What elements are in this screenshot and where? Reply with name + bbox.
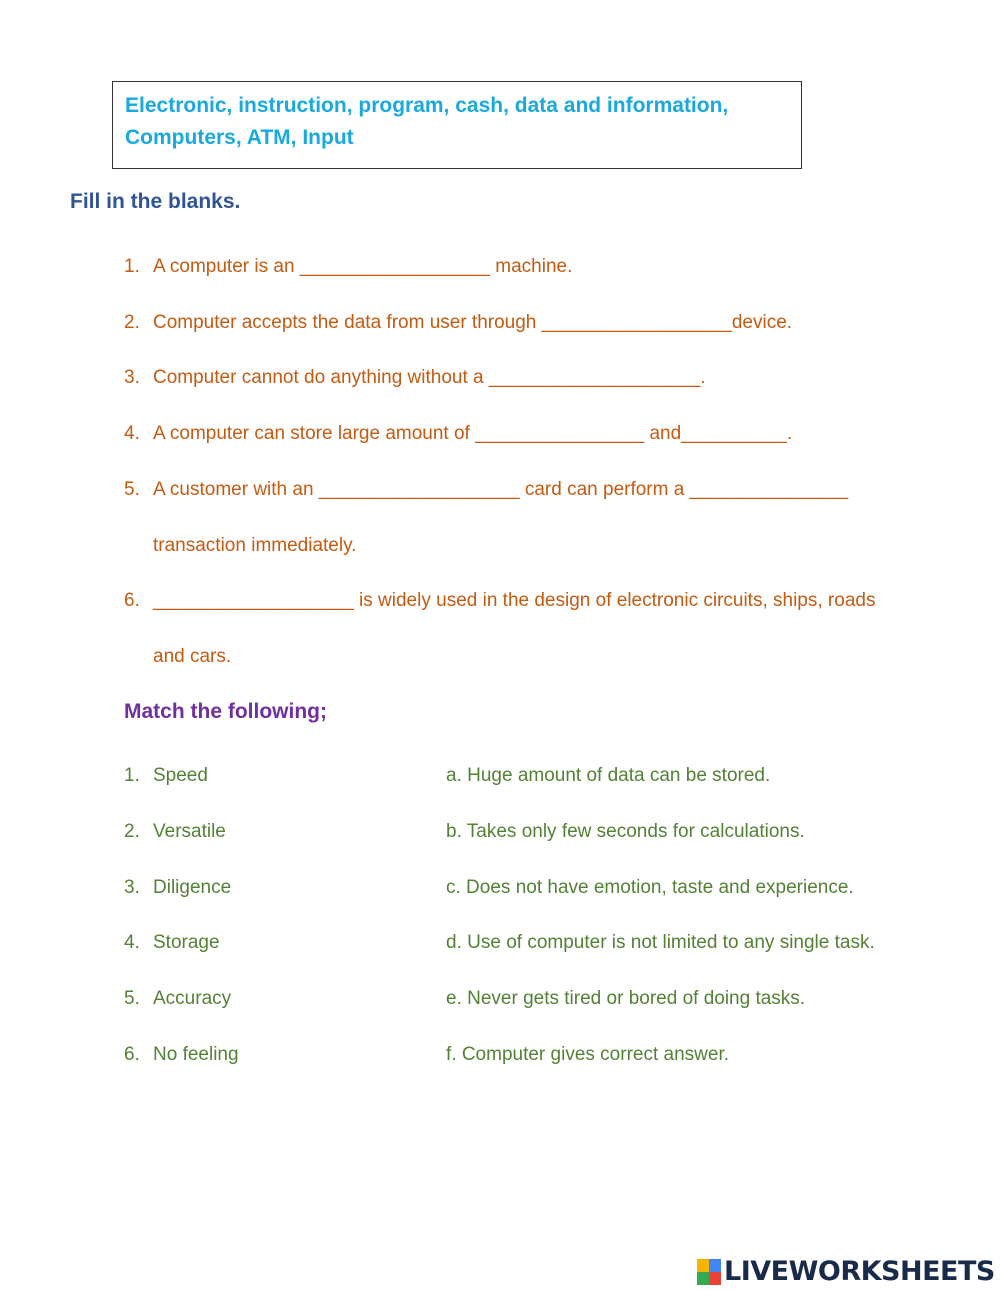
fill-item-text: Computer accepts the data from user through __________________device. xyxy=(153,312,793,333)
fill-item-text: Computer cannot do anything without a ____________________. xyxy=(153,367,706,388)
liveworksheets-logo xyxy=(697,1256,995,1287)
match-right-item-a: a. Huge amount of data can be stored. xyxy=(446,765,771,786)
match-left-text: Diligence xyxy=(153,877,232,898)
fill-item-number: 2. xyxy=(124,312,140,333)
fill-item-number: 1. xyxy=(124,256,140,277)
match-item-number: 3. xyxy=(124,877,140,898)
word-bank-line-2: Computers, ATM, Input xyxy=(125,126,354,149)
match-left-text: Versatile xyxy=(153,821,226,842)
fill-blanks-heading: Fill in the blanks. xyxy=(70,190,241,213)
fill-item-number: 4. xyxy=(124,423,140,444)
match-left-text: Accuracy xyxy=(153,988,232,1009)
match-left-text: Storage xyxy=(153,932,220,953)
match-right-item-b: b. Takes only few seconds for calculations. xyxy=(446,821,805,842)
logo-text: LIVEWORKSHEETS xyxy=(724,1256,995,1287)
fill-item-number: 3. xyxy=(124,367,140,388)
match-right-item-d: d. Use of computer is not limited to any single task. xyxy=(446,932,875,953)
match-item-number: 5. xyxy=(124,988,140,1009)
match-item-number: 1. xyxy=(124,765,140,786)
word-bank-box xyxy=(112,81,802,169)
fill-item-text: A customer with an ___________________ card can perform a _______________ xyxy=(153,479,849,500)
match-item-number: 6. xyxy=(124,1044,140,1065)
match-left-text: Speed xyxy=(153,765,208,786)
fill-item-text: A computer is an __________________ machine. xyxy=(153,256,573,277)
fill-item-number: 6. xyxy=(124,590,140,611)
match-right-item-e: e. Never gets tired or bored of doing tasks. xyxy=(446,988,806,1009)
fill-item-continuation: and cars. xyxy=(153,646,232,667)
fill-item-text: ___________________ is widely used in the design of electronic circuits, ships, roads xyxy=(153,590,876,611)
match-right-item-f: f. Computer gives correct answer. xyxy=(446,1044,729,1065)
fill-item-continuation: transaction immediately. xyxy=(153,535,357,556)
match-left-text: No feeling xyxy=(153,1044,239,1065)
fill-item-text: A computer can store large amount of ________________ and__________. xyxy=(153,423,793,444)
match-item-number: 4. xyxy=(124,932,140,953)
fill-item-number: 5. xyxy=(124,479,140,500)
match-heading: Match the following; xyxy=(124,700,327,723)
match-item-number: 2. xyxy=(124,821,140,842)
word-bank-line-1: Electronic, instruction, program, cash, data and information, xyxy=(125,94,729,117)
match-right-item-c: c. Does not have emotion, taste and experience. xyxy=(446,877,854,898)
liveworksheets-logo-icon xyxy=(697,1259,721,1285)
